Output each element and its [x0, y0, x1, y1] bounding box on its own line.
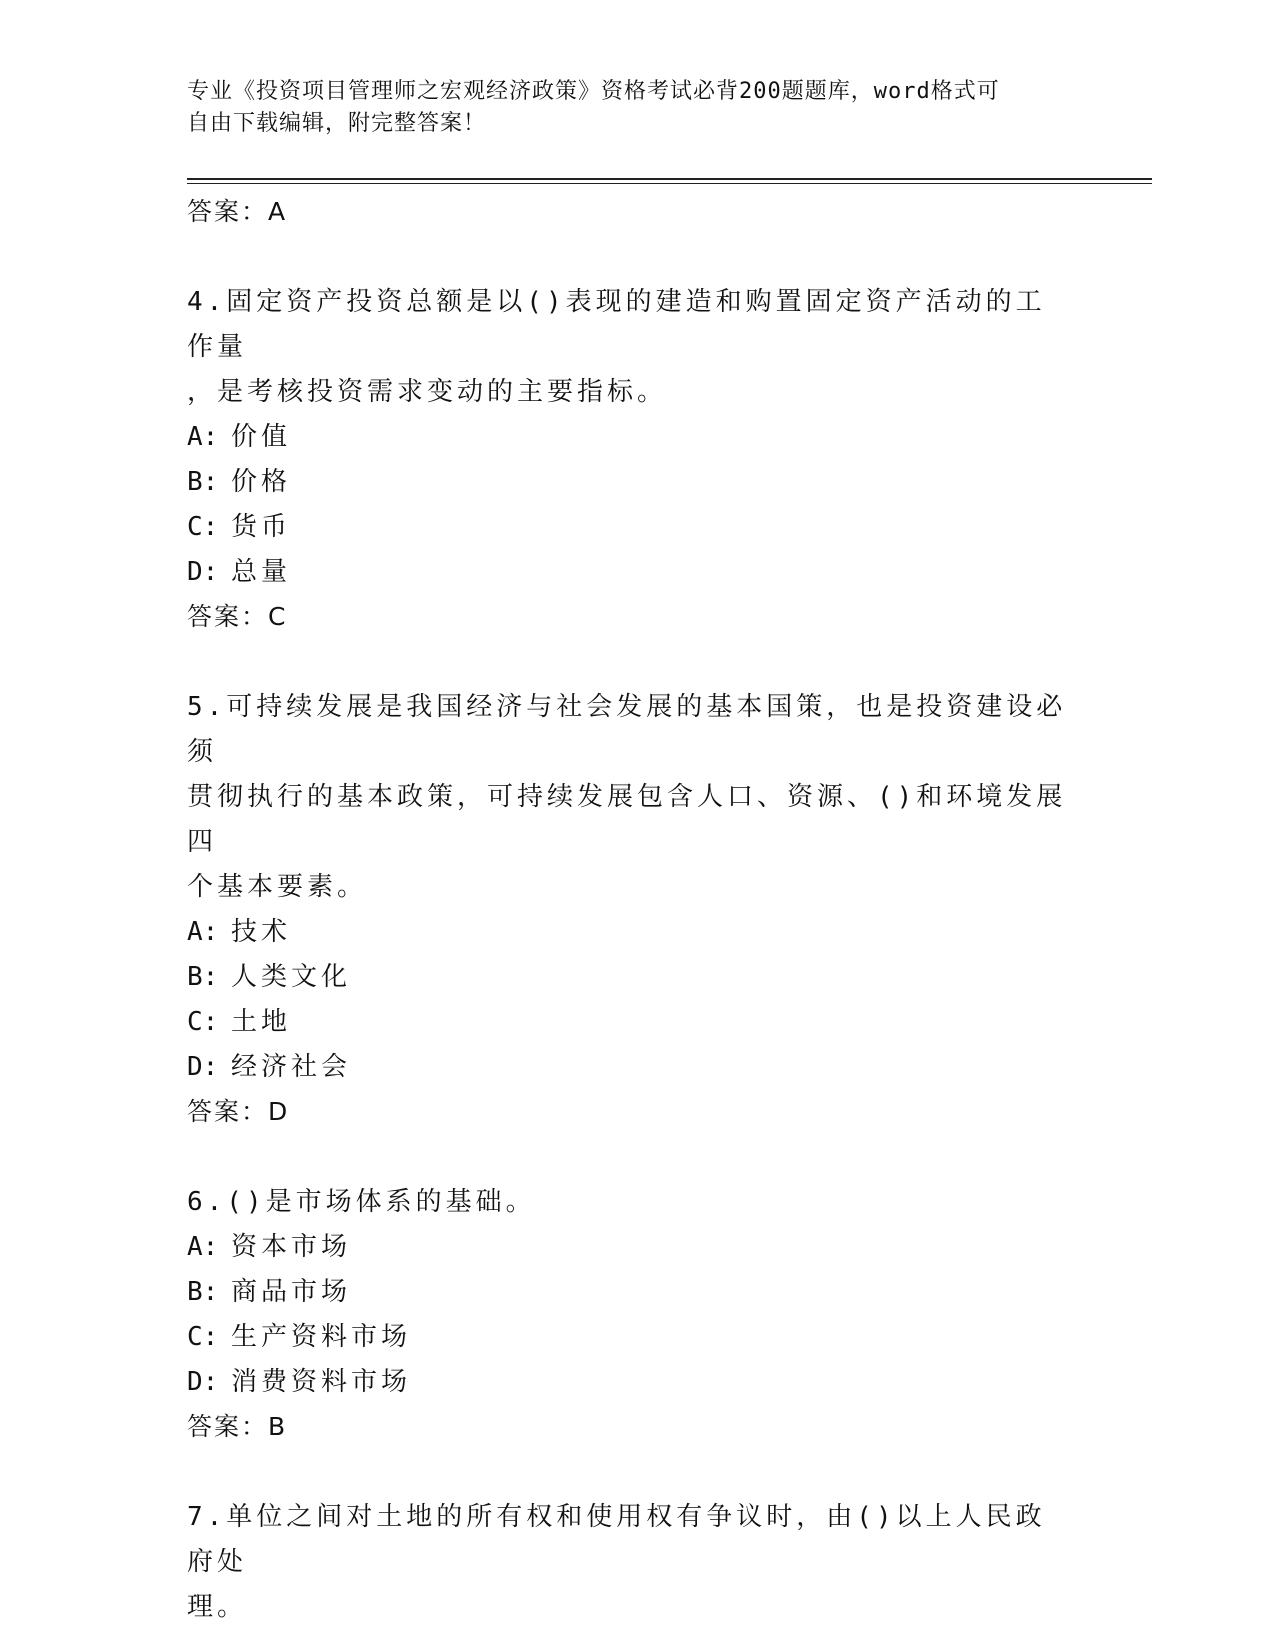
option-text: 消费资料市场: [231, 1367, 412, 1397]
answer-label: 答案：: [187, 197, 269, 226]
question-7: [187, 1495, 1067, 1630]
option-text: 价格: [231, 467, 292, 497]
document-header: [187, 76, 1067, 140]
option-d: [187, 550, 1067, 595]
option-letter: B:: [187, 962, 219, 992]
stem-line: 个基本要素。: [187, 872, 368, 902]
question-list: [187, 190, 1067, 1630]
question-stem: [187, 685, 1067, 910]
question-6: [187, 1180, 1067, 1449]
answer-value: B: [268, 1412, 287, 1441]
option-text: 经济社会: [231, 1052, 352, 1082]
stem-line: 理。: [187, 1592, 248, 1622]
option-text: 商品市场: [231, 1277, 352, 1307]
answer-line: [187, 1090, 1067, 1134]
header-divider-thin: [187, 183, 1152, 184]
option-letter: B:: [187, 1277, 219, 1307]
option-letter: D:: [187, 1367, 219, 1397]
option-letter: B:: [187, 467, 219, 497]
option-letter: A:: [187, 1232, 219, 1262]
option-text: 生产资料市场: [231, 1322, 412, 1352]
option-c: [187, 1000, 1067, 1045]
option-d: [187, 1045, 1067, 1090]
answer-line: [187, 1405, 1067, 1449]
answer-label: 答案：: [187, 1097, 269, 1126]
option-c: [187, 505, 1067, 550]
option-a: [187, 1225, 1067, 1270]
question-5: [187, 685, 1067, 1134]
stem-line: 贯彻执行的基本政策，可持续发展包含人口、资源、()和环境发展四: [187, 782, 1067, 857]
question-stem: [187, 1495, 1067, 1630]
question-stem: [187, 280, 1067, 415]
option-text: 技术: [231, 917, 292, 947]
header-line-2: 自由下载编辑，附完整答案！: [187, 111, 487, 136]
stem-line: ，是考核投资需求变动的主要指标。: [187, 377, 668, 407]
option-a: [187, 910, 1067, 955]
stem-line: 6.()是市场体系的基础。: [187, 1187, 536, 1217]
option-letter: D:: [187, 1052, 219, 1082]
header-divider-thick: [187, 178, 1152, 180]
answer-label: 答案：: [187, 602, 269, 631]
stem-line: 7.单位之间对土地的所有权和使用权有争议时，由()以上人民政府处: [187, 1502, 1046, 1577]
answer-line: [187, 190, 1067, 234]
answer-value: A: [268, 197, 287, 226]
header-line-1: 专业《投资项目管理师之宏观经济政策》资格考试必背200题题库，word格式可: [187, 79, 1000, 104]
option-c: [187, 1315, 1067, 1360]
option-text: 土地: [231, 1007, 292, 1037]
option-letter: D:: [187, 557, 219, 587]
option-text: 资本市场: [231, 1232, 352, 1262]
option-letter: A:: [187, 422, 219, 452]
stem-line: 4.固定资产投资总额是以()表现的建造和购置固定资产活动的工作量: [187, 287, 1046, 362]
option-b: [187, 1270, 1067, 1315]
option-text: 价值: [231, 422, 292, 452]
option-letter: C:: [187, 1007, 219, 1037]
option-letter: C:: [187, 1322, 219, 1352]
answer-label: 答案：: [187, 1412, 269, 1441]
option-letter: A:: [187, 917, 219, 947]
answer-value: D: [268, 1097, 289, 1126]
option-text: 总量: [231, 557, 292, 587]
answer-value: C: [268, 602, 287, 631]
stem-line: 5.可持续发展是我国经济与社会发展的基本国策，也是投资建设必须: [187, 692, 1067, 767]
question-stem: [187, 1180, 1067, 1225]
answer-line: [187, 595, 1067, 639]
option-text: 人类文化: [231, 962, 352, 992]
question-4: [187, 280, 1067, 639]
option-b: [187, 460, 1067, 505]
option-a: [187, 415, 1067, 460]
option-letter: C:: [187, 512, 219, 542]
option-text: 货币: [231, 512, 292, 542]
option-d: [187, 1360, 1067, 1405]
option-b: [187, 955, 1067, 1000]
